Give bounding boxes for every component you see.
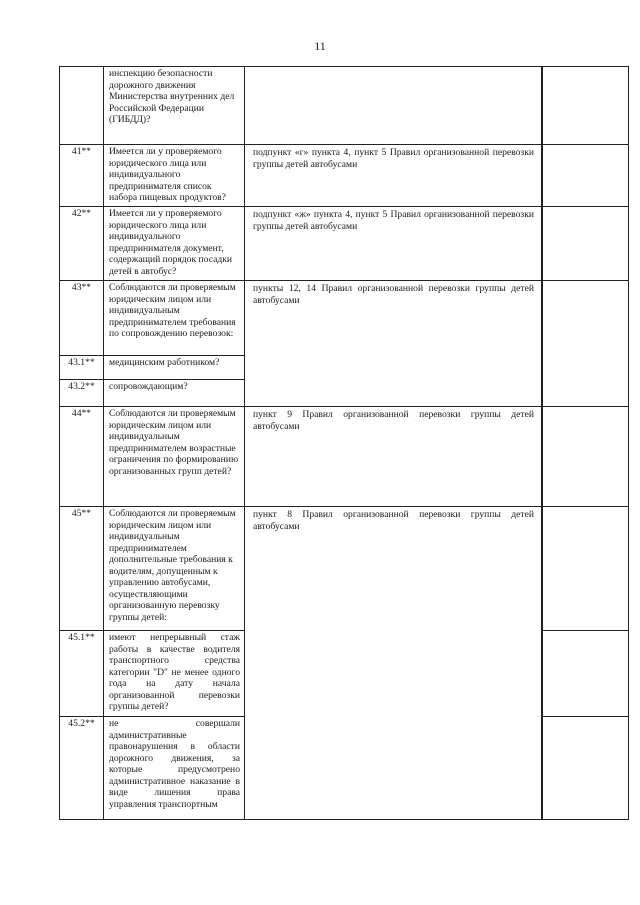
reference-cell: пункты 12, 14 Правил организованной перевозки группы детей автобусами (245, 281, 542, 407)
checklist-table (59, 66, 629, 820)
answer-cell (543, 67, 629, 145)
answer-cell (543, 145, 629, 207)
table-row (60, 145, 629, 207)
row-number-cell: 42** (60, 207, 104, 281)
row-number-cell: 45.2** (60, 717, 104, 820)
row-number-cell: 45.1** (60, 631, 104, 717)
question-cell: Соблюдаются ли проверяемым юридическим лицом или индивидуальным предпринимателем требования по сопровождению перевозок: (104, 281, 245, 356)
row-number-cell: 45** (60, 507, 104, 631)
question-cell: сопровождающим? (104, 380, 245, 407)
question-cell: Соблюдаются ли проверяемым юридическим лицом или индивидуальным предпринимателем возрастные ограничения по формированию организованных групп детей? (104, 407, 245, 507)
reference-cell: пункт 9 Правил организованной перевозки группы детей автобусами (245, 407, 542, 507)
question-cell: имеют непрерывный стаж работы в качестве водителя транспортного средства категории "D" не менее одного года на дату начала организованной перевозки группы детей? (104, 631, 245, 717)
row-number-cell: 44** (60, 407, 104, 507)
page-number: 11 (314, 39, 326, 53)
answer-cell (543, 717, 629, 820)
question-cell: Имеется ли у проверяемого юридического лица или индивидуального предпринимателя список набора пищевых продуктов? (104, 145, 245, 207)
answer-cell (543, 407, 629, 507)
table-row (60, 507, 629, 631)
row-number-cell: 43.1** (60, 356, 104, 380)
question-cell: инспекцию безопасности дорожного движения Министерства внутренних дел Российской Федерации (ГИБДД)? (104, 67, 245, 145)
answer-cell (543, 507, 629, 631)
table-row (60, 67, 629, 145)
row-number-cell (60, 67, 104, 145)
answer-cell (543, 281, 629, 407)
question-cell: медицинским работником? (104, 356, 245, 380)
row-number-cell: 43** (60, 281, 104, 356)
answer-cell (543, 631, 629, 717)
table-row (60, 281, 629, 356)
table-row (60, 207, 629, 281)
reference-cell: подпункт «г» пункта 4, пункт 5 Правил организованной перевозки группы детей автобусами (245, 145, 542, 207)
reference-cell: подпункт «ж» пункта 4, пункт 5 Правил организованной перевозки группы детей автобусами (245, 207, 542, 281)
row-number-cell: 43.2** (60, 380, 104, 407)
question-cell: не совершали административные правонарушения в области дорожного движения, за которые предусмотрено административное наказание в виде лишения права управления транспортным (104, 717, 245, 820)
table-row (60, 407, 629, 507)
question-cell: Соблюдаются ли проверяемым юридическим лицом или индивидуальным предпринимателем дополнительные требования к водителям, допущенным к управлению автобусами, осуществляющими организованную перевозку группы детей: (104, 507, 245, 631)
question-cell: Имеется ли у проверяемого юридического лица или индивидуального предпринимателя документ, содержащий порядок посадки детей в автобус? (104, 207, 245, 281)
row-number-cell: 41** (60, 145, 104, 207)
answer-cell (543, 207, 629, 281)
reference-cell (245, 67, 542, 145)
reference-cell: пункт 8 Правил организованной перевозки группы детей автобусами (245, 507, 542, 820)
